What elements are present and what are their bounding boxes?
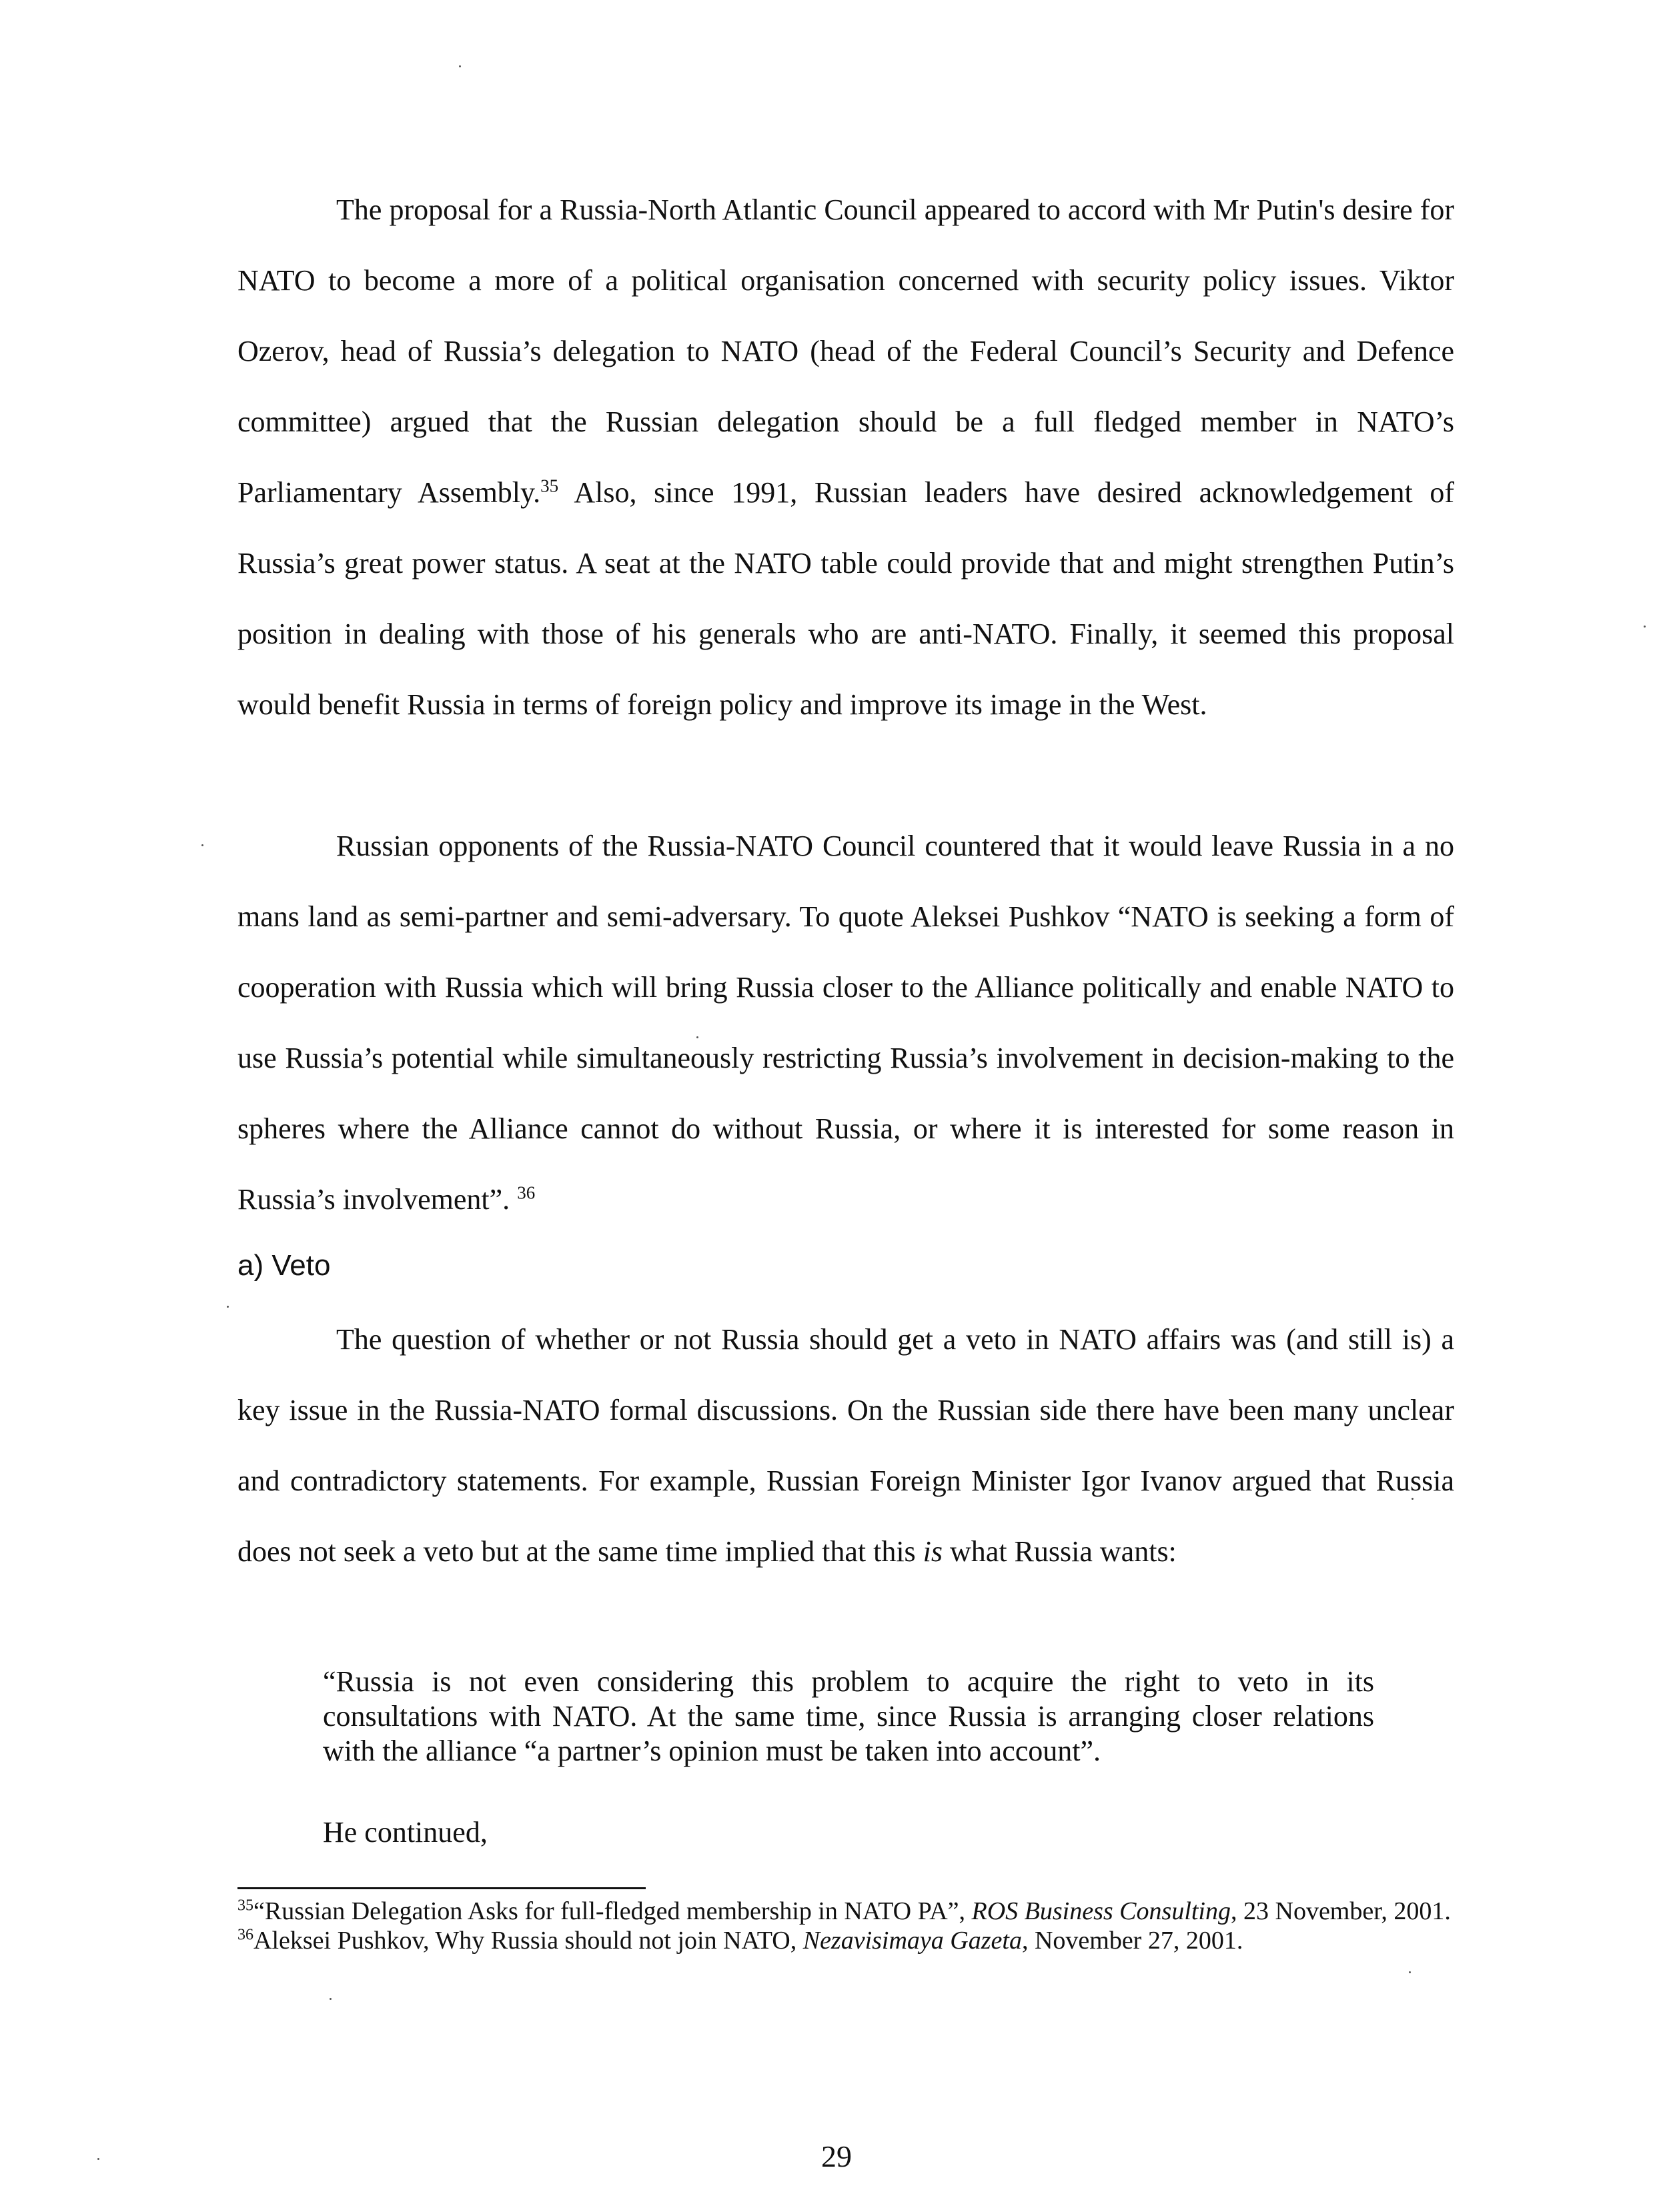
footnotes xyxy=(237,1897,1454,1955)
footnote-source: Nezavisimaya Gazeta xyxy=(802,1927,1022,1955)
emphasis-is: is xyxy=(923,1535,943,1568)
page-number: 29 xyxy=(821,2139,852,2173)
scan-speck xyxy=(1409,1971,1411,1973)
scan-speck xyxy=(696,1036,698,1038)
paragraph-veto-question xyxy=(237,1304,1454,1587)
footnote-text: Aleksei Pushkov, Why Russia should not join NATO, xyxy=(253,1927,803,1955)
footnote-separator xyxy=(237,1887,646,1889)
footnote-number: 35 xyxy=(237,1897,253,1915)
footnote-reference-36: 36 xyxy=(517,1182,536,1203)
footnote-number: 36 xyxy=(237,1926,253,1944)
block-quote-ivanov: “Russia is not even considering this problem to acquire the right to veto in its consultations with NATO. At the same time, since Russia is arranging closer relations with the alliance “a partner’s opinion must be taken into account”. xyxy=(323,1665,1374,1767)
footnote-text: “Russian Delegation Asks for full-fledged membership in NATO PA”, xyxy=(253,1897,972,1925)
footnote-35 xyxy=(237,1897,1454,1926)
footnote-source: ROS Business Consulting xyxy=(971,1897,1231,1925)
paragraph-text: The proposal for a Russia-North Atlantic Council appeared to accord with Mr Putin's desire for NATO to become a more of a political organisation concerned with security policy issues. Viktor Ozerov, head of Russia’s delegation to NATO (head of the Federal Council’s Security and Defence committee) argued that the Russian delegation should be a full fledged member in NATO’s Parliamentary Assembly. xyxy=(237,193,1454,509)
scan-speck xyxy=(1644,626,1646,628)
footnote-reference-35: 35 xyxy=(540,475,559,496)
scan-speck xyxy=(227,1306,229,1308)
continued-line: He continued, xyxy=(323,1816,488,1849)
scan-speck xyxy=(1412,1498,1414,1500)
paragraph-russia-north-atlantic-council xyxy=(237,175,1454,740)
footnote-text: , 23 November, 2001. xyxy=(1231,1897,1451,1925)
section-heading-veto: a) Veto xyxy=(237,1249,331,1282)
paragraph-text: Russian opponents of the Russia-NATO Council countered that it would leave Russia in a no mans land as semi-partner and semi-adversary. To quote Aleksei Pushkov “NATO is seeking a form of cooperation with Russia which will bring Russia closer to the Alliance politically and enable NATO to use Russia’s potential while simultaneously restricting Russia’s involvement in decision-making to the spheres where the Alliance cannot do without Russia, or where it is interested for some reason in Russia’s involvement”. xyxy=(237,830,1454,1216)
scan-speck xyxy=(459,65,461,67)
paragraph-text: Also, since 1991, Russian leaders have desired acknowledgement of Russia’s great power status. A seat at the NATO table could provide that and might strengthen Putin’s position in dealing with those of his generals who are anti-NATO. Finally, it seemed this proposal would benefit Russia in terms of foreign policy and improve its image in the West. xyxy=(237,476,1454,721)
paragraph-text: what Russia wants: xyxy=(943,1535,1177,1568)
scan-speck xyxy=(97,2158,99,2160)
paragraph-text: The question of whether or not Russia should get a veto in NATO affairs was (and still is) a key issue in the Russia-NATO formal discussions. On the Russian side there have been many unclear and contradictory statements. For example, Russian Foreign Minister Igor Ivanov argued that Russia does not seek a veto but at the same time implied that this xyxy=(237,1323,1454,1568)
footnote-text: , November 27, 2001. xyxy=(1021,1927,1243,1955)
paragraph-russian-opponents xyxy=(237,811,1454,1235)
scan-speck xyxy=(330,1998,332,2000)
scan-speck xyxy=(201,844,203,846)
footnote-36 xyxy=(237,1926,1454,1955)
